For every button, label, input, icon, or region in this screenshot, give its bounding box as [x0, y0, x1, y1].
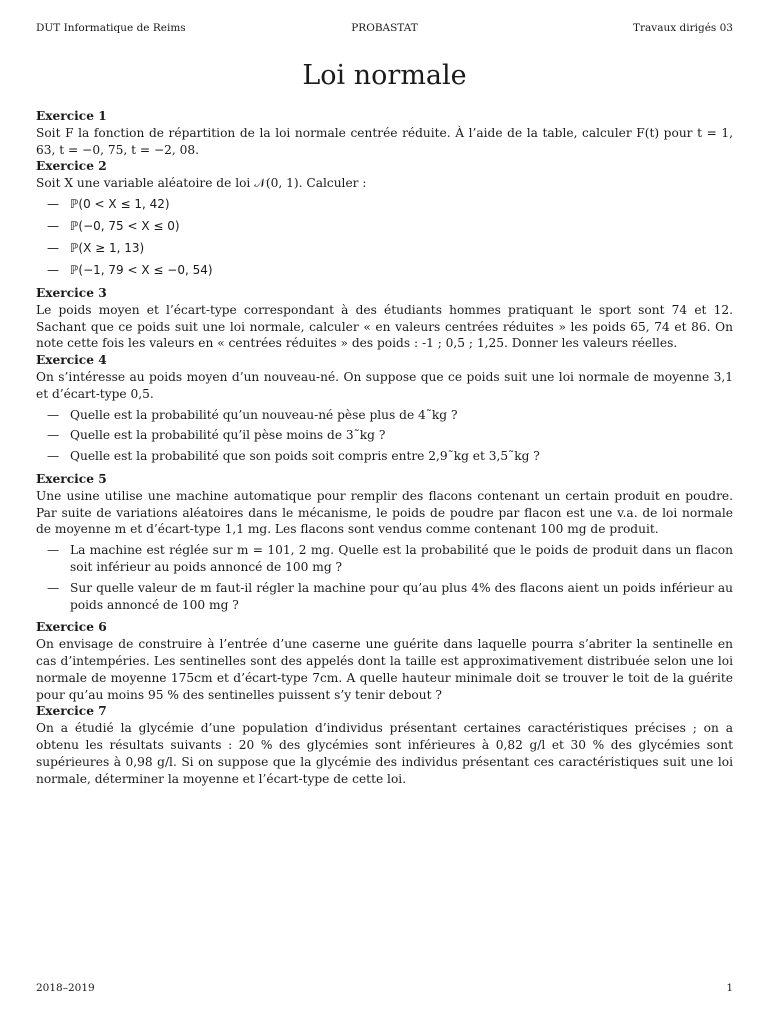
- exercise-title: Exercice 4: [36, 353, 107, 368]
- exercise-text: On envisage de construire à l’entrée d’une caserne une guérite dans laquelle pourra s’abriter la sentinelle en cas d’intempéries. Les sentinelles sont des appelés dont la taille est approximativement distribuée selon une loi normale de moyenne 175cm et d’écart-type 7cm. A quelle hauteur minimale doit se trouver le toit de la guérite pour qu’au moins 95 % des sentinelles puissent s’y tenir debout ?: [36, 637, 733, 702]
- list-item: — Quelle est la probabilité que son poids soit compris entre 2,9˜kg et 3,5˜kg ?: [36, 448, 733, 465]
- page-number: 1: [726, 982, 733, 994]
- list-item: — Sur quelle valeur de m faut-il régler la machine pour qu’au plus 4% des flacons aient un poids inférieur au poids annoncé de 100 mg ?: [36, 580, 733, 614]
- exercise-text: Soit F la fonction de répartition de la loi normale centrée réduite. À l’aide de la table, calculer F(t) pour t = 1, 63, t = −0, 75, t = −2, 08.: [36, 125, 733, 157]
- exercise-title: Exercice 1: [36, 109, 107, 123]
- exercise-title: Exercice 7: [36, 704, 107, 719]
- page-title: Loi normale: [302, 60, 467, 91]
- exercise-6: [36, 619, 733, 703]
- list-item: — Quelle est la probabilité qu’un nouveau-né pèse plus de 4˜kg ?: [36, 407, 733, 424]
- exercise-title: Exercice 3: [36, 285, 107, 300]
- exercise-text: Une usine utilise une machine automatique pour remplir des flacons contenant un certain produit en poudre. Par suite de variations aléatoires dans le mécanisme, le poids de poudre par flacon est une v.a. de loi normale de moyenne m et d’écart-type 1,1 mg. Les flacons sont vendus comme contenant 100 mg de produit.: [36, 488, 733, 537]
- exercise-5: [36, 471, 733, 613]
- exercise-4: [36, 352, 733, 465]
- exercise-title: Exercice 2: [36, 159, 107, 174]
- list-item: — ℙ(−1, 79 < X ≤ −0, 54): [36, 262, 733, 279]
- footer-year: 2018–2019: [36, 982, 95, 994]
- exercise-text: Le poids moyen et l’écart-type correspondant à des étudiants hommes pratiquant le sport sont 74 et 12. Sachant que ce poids suit une loi normale, calculer « en valeurs centrées réduites » les poids 65, 74 et 86. On note cette fois les valeurs en « centrées réduites » des poids : -1 ; 0,5 ; 1,25. Donner les valeurs réelles.: [36, 302, 733, 351]
- header-course: PROBASTAT: [351, 22, 418, 34]
- exercise-title: Exercice 6: [36, 620, 107, 635]
- exercise-text: Soit X une variable aléatoire de loi 𝒩(0, 1). Calculer :: [36, 176, 367, 191]
- exercise-list: [36, 108, 733, 787]
- document-page: [36, 0, 733, 1024]
- list-item: — Quelle est la probabilité qu’il pèse moins de 3˜kg ?: [36, 427, 733, 444]
- exercise-1: [36, 108, 733, 158]
- list-item: — La machine est réglée sur m = 101, 2 mg. Quelle est la probabilité que le poids de produit dans un flacon soit inférieur au poids annoncé de 100 mg ?: [36, 542, 733, 576]
- question-list: [36, 407, 733, 465]
- exercise-3: [36, 285, 733, 352]
- exercise-text: On a étudié la glycémie d’une population d’individus présentant certaines caractéristiques précises ; on a obtenu les résultats suivants : 20 % des glycémies sont inférieures à 0,82 g/l et 30 % des glycémies sont supérieures à 0,98 g/l. Si on suppose que la glycémie des individus présentant ces caractéristiques suit une loi normale, déterminer la moyenne et l’écart-type de cette loi.: [36, 721, 733, 786]
- list-item: — ℙ(0 < X ≤ 1, 42): [36, 196, 733, 213]
- exercise-text: On s’intéresse au poids moyen d’un nouveau-né. On suppose que ce poids suit une loi normale de moyenne 3,1 et d’écart-type 0,5.: [36, 369, 733, 401]
- exercise-2: [36, 158, 733, 279]
- exercise-title: Exercice 5: [36, 471, 107, 486]
- question-list: [36, 196, 733, 279]
- list-item: — ℙ(−0, 75 < X ≤ 0): [36, 218, 733, 235]
- list-item: — ℙ(X ≥ 1, 13): [36, 240, 733, 257]
- header-sheet: Travaux dirigés 03: [633, 22, 733, 34]
- exercise-7: [36, 703, 733, 787]
- question-list: [36, 542, 733, 613]
- header-institution: DUT Informatique de Reims: [36, 22, 186, 34]
